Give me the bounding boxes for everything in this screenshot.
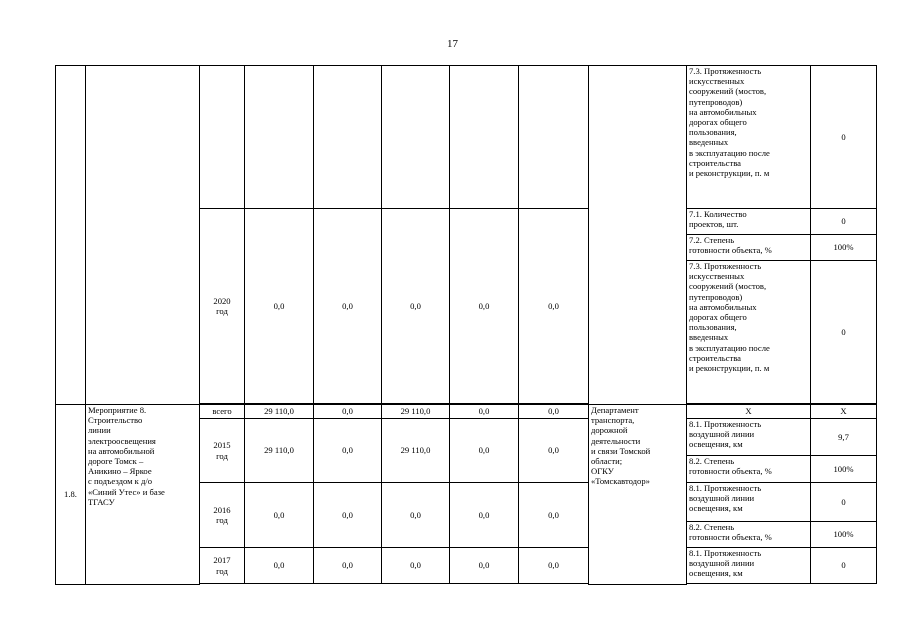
year-cell (200, 66, 245, 209)
value-cell: 0,0 (519, 483, 589, 548)
indicator-value: 9,7 (811, 419, 877, 456)
measure-cell (86, 66, 200, 405)
value-cell: 0,0 (314, 483, 382, 548)
indicator-value: 0 (811, 66, 877, 209)
year-cell: 2016 год (200, 483, 245, 548)
indicator-name: 8.2. Степень готовности объекта, % (687, 522, 811, 548)
indicator-name: 8.1. Протяженность воздушной линии освещения, км (687, 483, 811, 522)
value-cell: 29 110,0 (382, 405, 450, 419)
table-row (56, 405, 877, 419)
value-cell (450, 66, 519, 209)
indicator-name: 7.2. Степень готовности объекта, % (687, 235, 811, 261)
value-cell: 0,0 (314, 419, 382, 483)
indicator-value: 0 (811, 548, 877, 584)
value-cell: 0,0 (519, 419, 589, 483)
value-cell (314, 66, 382, 209)
value-cell: 0,0 (450, 405, 519, 419)
value-cell: 29 110,0 (245, 405, 314, 419)
value-cell: 0,0 (245, 483, 314, 548)
indicator-name: 7.3. Протяженность искусственных сооружений (мостов, путепроводов) на автомобильных дорогах общего пользования, введенных в эксплуатацию после строительства и реконструкции, п. м (687, 261, 811, 404)
year-cell: всего (200, 405, 245, 419)
program-table (55, 65, 877, 585)
table-row (56, 66, 877, 209)
value-cell: 29 110,0 (245, 419, 314, 483)
executor-cell: Департамент транспорта, дорожной деятельности и связи Томской области; ОГКУ «Томскавтодор» (589, 405, 687, 585)
value-cell: 0,0 (245, 209, 314, 404)
value-cell: 0,0 (519, 209, 589, 404)
indicator-name: 8.2. Степень готовности объекта, % (687, 456, 811, 483)
indicator-name: Х (687, 405, 811, 419)
value-cell: 0,0 (450, 483, 519, 548)
value-cell: 0,0 (382, 483, 450, 548)
measure-number: 1.8. (56, 405, 86, 585)
value-cell (382, 66, 450, 209)
indicator-value: 0 (811, 483, 877, 522)
value-cell: 0,0 (382, 548, 450, 584)
executor-cell (589, 66, 687, 405)
indicator-value: 100% (811, 235, 877, 261)
value-cell: 0,0 (314, 405, 382, 419)
value-cell: 0,0 (314, 209, 382, 404)
value-cell (245, 66, 314, 209)
value-cell: 29 110,0 (382, 419, 450, 483)
value-cell (519, 66, 589, 209)
indicator-value: 0 (811, 209, 877, 235)
value-cell: 0,0 (450, 548, 519, 584)
value-cell: 0,0 (245, 548, 314, 584)
value-cell: 0,0 (519, 548, 589, 584)
indicator-name: 8.1. Протяженность воздушной линии освещения, км (687, 419, 811, 456)
value-cell: 0,0 (519, 405, 589, 419)
value-cell: 0,0 (314, 548, 382, 584)
value-cell: 0,0 (450, 209, 519, 404)
value-cell: 0,0 (450, 419, 519, 483)
value-cell: 0,0 (382, 209, 450, 404)
indicator-value: 100% (811, 522, 877, 548)
indicator-value: 100% (811, 456, 877, 483)
number-cell (56, 66, 86, 405)
year-cell: 2020 год (200, 209, 245, 404)
year-cell: 2015 год (200, 419, 245, 483)
year-cell: 2017 год (200, 548, 245, 584)
measure-title: Мероприятие 8. Строительство линии электроосвещения на автомобильной дороге Томск – Аникино – Яркое с подъездом к д/о «Синий Утес» и базе ТГАСУ (86, 405, 200, 585)
indicator-name: 8.1. Протяженность воздушной линии освещения, км (687, 548, 811, 584)
page-number: 17 (447, 38, 458, 50)
indicator-value: Х (811, 405, 877, 419)
indicator-value: 0 (811, 261, 877, 404)
indicator-name: 7.1. Количество проектов, шт. (687, 209, 811, 235)
indicator-name: 7.3. Протяженность искусственных сооружений (мостов, путепроводов) на автомобильных дорогах общего пользования, введенных в эксплуатацию после строительства и реконструкции, п. м (687, 66, 811, 209)
